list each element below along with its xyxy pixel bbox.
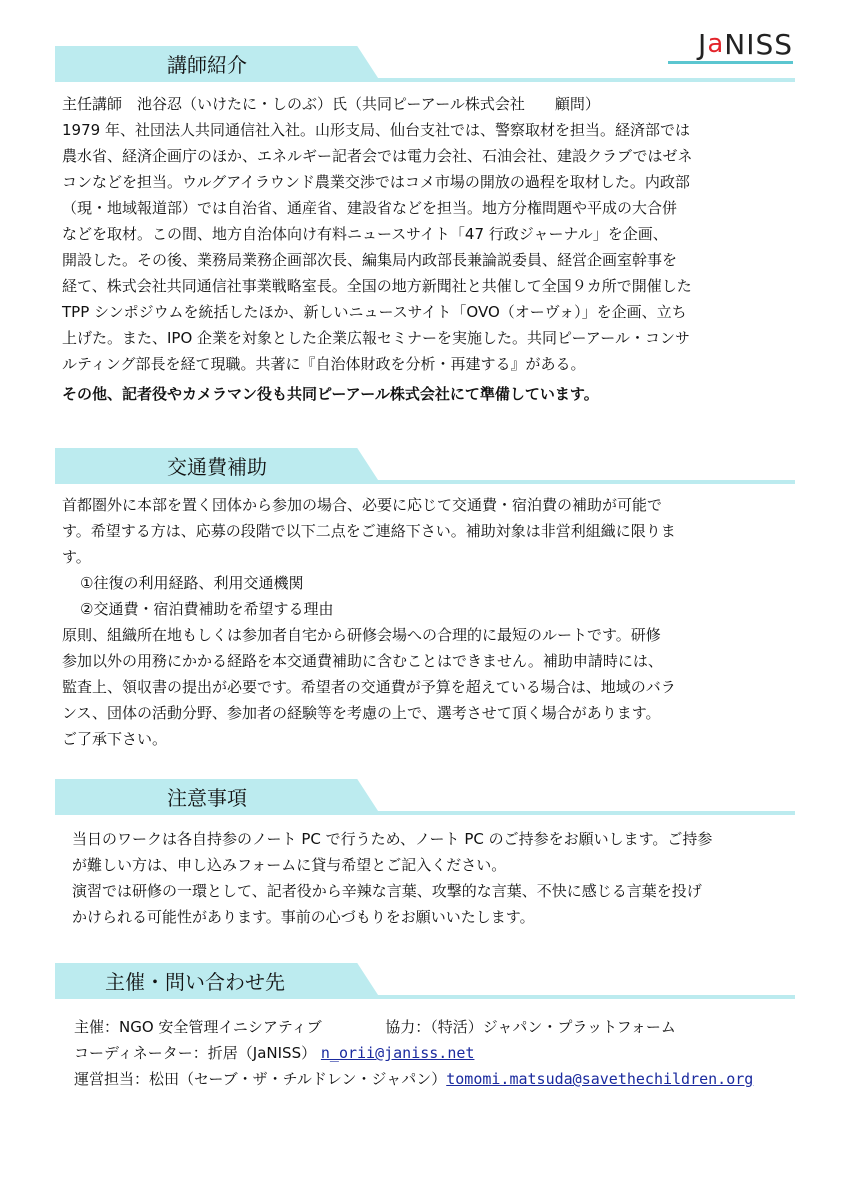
transport-item: ②交通費・宿泊費補助を希望する理由: [80, 600, 334, 618]
section-header-contact: [55, 963, 795, 1001]
section-title: 主催・問い合わせ先: [105, 970, 285, 994]
operations-email-link[interactable]: tomomi.matsuda@savethechildren.org: [446, 1070, 754, 1088]
notes-line: が難しい方は、申し込みフォームに貸与希望とご記入ください。: [72, 856, 507, 874]
header-rule: [55, 995, 795, 999]
contact-body: [74, 1014, 804, 1092]
notes-line: 当日のワークは各自持参のノート PC で行うため、ノート PC のご持参をお願いします。ご持参: [72, 830, 713, 848]
contact-row-coordinator: [74, 1040, 804, 1066]
transport-line: 監査上、領収書の提出が必要です。希望者の交通費が予算を超えている場合は、地域のバラ: [62, 678, 676, 696]
notes-body: [72, 826, 802, 930]
transport-item: ①往復の利用経路、利用交通機関: [80, 574, 304, 592]
header-rule: [55, 78, 795, 82]
transport-line: 首都圏外に本部を置く団体から参加の場合、必要に応じて交通費・宿泊費の補助が可能で: [62, 496, 663, 514]
bio-line: 1979 年、社団法人共同通信社入社。山形支局、仙台支社では、警察取材を担当。経済部では: [62, 121, 690, 139]
transport-line: 原則、組織所在地もしくは参加者自宅から研修会場への合理的に最短のルートです。研修: [62, 626, 661, 644]
logo-text-prefix: J: [698, 27, 708, 61]
header-rule: [55, 480, 795, 484]
transport-line: す。希望する方は、応募の段階で以下二点をご連絡下さい。補助対象は非営利組織に限りま: [62, 522, 676, 540]
bio-line: などを取材。この間、地方自治体向け有料ニュースサイト「47 行政ジャーナル」を企画、: [62, 225, 668, 243]
bio-line: 上げた。また、IPO 企業を対象とした企業広報セミナーを実施した。共同ピーアール・コンサ: [62, 329, 690, 347]
coordinator-email-link[interactable]: n_orii@janiss.net: [320, 1044, 475, 1062]
transport-line: す。: [62, 548, 91, 566]
bio-line: ルティング部長を経て現職。共著に『自治体財政を分析・再建する』がある。: [62, 355, 586, 373]
section-header-transport: [55, 448, 795, 486]
notes-line: かけられる可能性があります。事前の心づもりをお願いいたします。: [72, 908, 535, 926]
section-title: 講師紹介: [167, 53, 247, 77]
contact-row-operations: [74, 1066, 804, 1092]
section-title: 交通費補助: [167, 455, 267, 479]
transport-line: 参加以外の用務にかかる経路を本交通費補助に含むことはできません。補助申請時には、: [62, 652, 663, 670]
section-title: 注意事項: [167, 786, 247, 810]
bio-line: 農水省、経済企画庁のほか、エネルギー記者会では電力会社、石油会社、建設クラブではゼネ: [62, 147, 693, 165]
instructor-lead: 主任講師 池谷忍（いけたに・しのぶ）氏（共同ピーアール株式会社 顧問）: [62, 95, 600, 113]
bio-line: 経て、株式会社共同通信社事業戦略室長。全国の地方新聞社と共催して全国９カ所で開催した: [62, 277, 692, 295]
instructor-body: [62, 91, 792, 407]
organizer-text: 主催：NGO 安全管理イニシアティブ: [74, 1018, 322, 1036]
bio-line: TPP シンポジウムを統括したほか、新しいニュースサイト「OVO（オーヴォ）」を企画、立ち: [62, 303, 687, 321]
cooperation-text: 協力：（特活）ジャパン・プラットフォーム: [385, 1018, 676, 1036]
logo-text-suffix: NISS: [724, 27, 793, 61]
transport-line: ンス、団体の活動分野、参加者の経験等を考慮の上で、選考させて頂く場合があります。: [62, 704, 661, 722]
section-header-instructor: [55, 46, 795, 84]
operations-text: 運営担当：松田（セーブ・ザ・チルドレン・ジャパン）: [74, 1070, 447, 1088]
section-header-notes: [55, 779, 795, 817]
notes-line: 演習では研修の一環として、記者役から辛辣な言葉、攻撃的な言葉、不快に感じる言葉を投げ: [72, 882, 702, 900]
bio-line: 開設した。その後、業務局業務企画部次長、編集局内政部長兼論説委員、経営企画室幹事を: [62, 251, 678, 269]
contact-row-organizer: [74, 1014, 804, 1040]
instructor-note: その他、記者役やカメラマン役も共同ピーアール株式会社にて準備しています。: [62, 385, 599, 403]
header-rule: [55, 811, 795, 815]
logo-text-accent: a: [707, 29, 725, 59]
bio-line: コンなどを担当。ウルグアイラウンド農業交渉ではコメ市場の開放の過程を取材した。内政部: [62, 173, 690, 191]
transport-body: [62, 492, 792, 752]
bio-line: （現・地域報道部）では自治省、通産省、建設省などを担当。地方分権問題や平成の大合併: [62, 199, 678, 217]
coordinator-text: コーディネーター：折居（JaNISS）: [74, 1044, 317, 1062]
transport-line: ご了承下さい。: [62, 730, 168, 748]
